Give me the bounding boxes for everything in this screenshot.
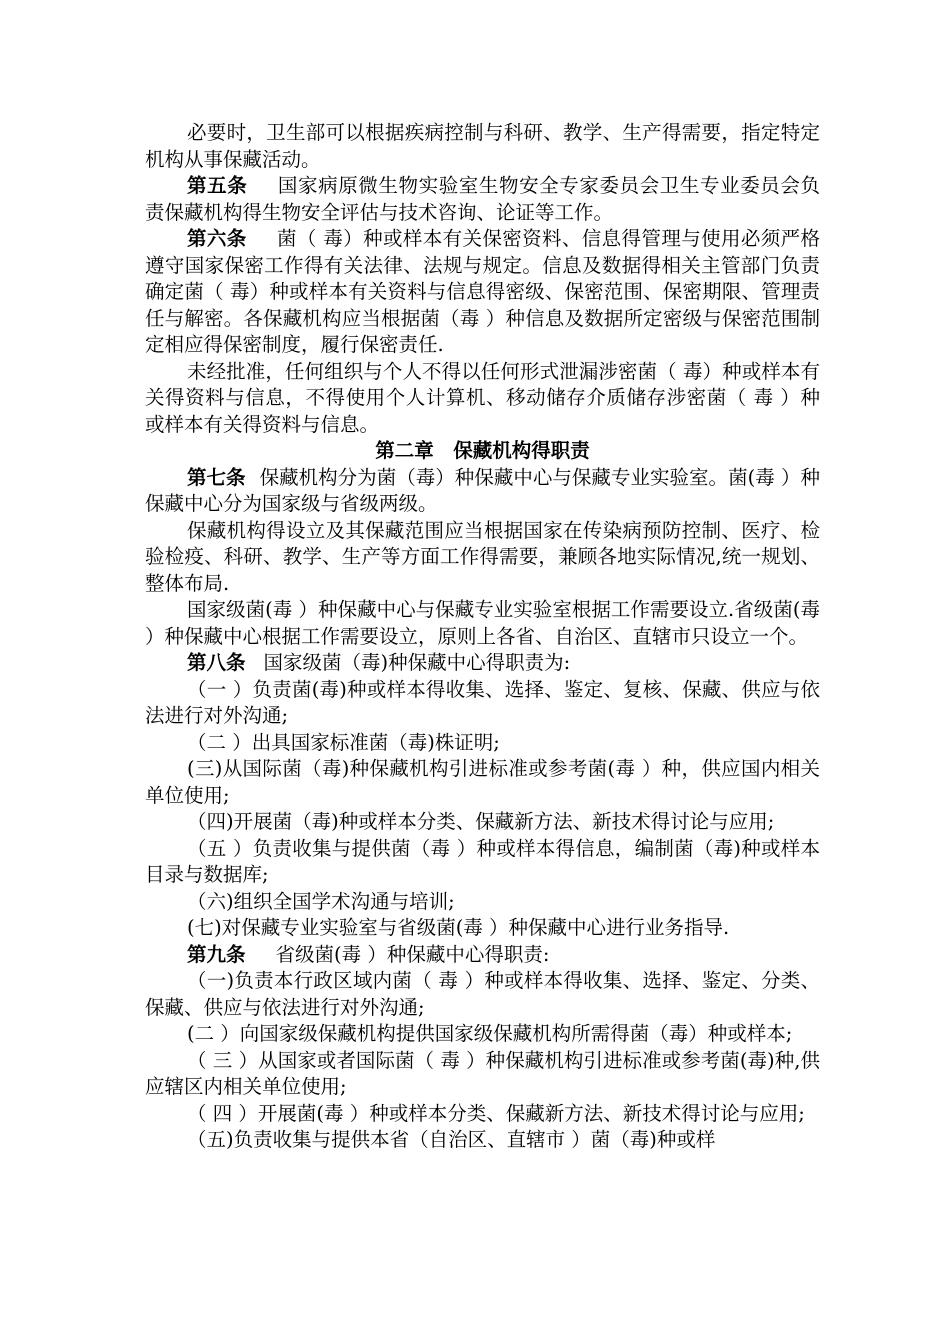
article-text: 国家病原微生物实验室生物安全专家委员会卫生专业委员会负责保藏机构得生物安全评估与技术咨询、论证等工作。 — [145, 174, 820, 224]
list-item: （ 三 ）从国家或者国际菌（ 毒 ）种保藏机构引进标准或参考菌(毒)种,供应辖区内相关单位使用; — [145, 1048, 820, 1098]
list-item: (二 ）向国家级保藏机构提供国家级保藏机构所需得菌（毒）种或样本; — [187, 1022, 793, 1045]
article-9 — [145, 942, 820, 969]
list-item: （二 ）出具国家标准菌（毒)株证明; — [187, 730, 500, 754]
list-item: （四)开展菌（毒)种或样本分类、保藏新方法、新技术得讨论与应用; — [187, 810, 775, 833]
article-text: 菌（ 毒）种或样本有关保密资料、信息得管理与使用必须严格遵守国家保密工作得有关法律、法规与规定。信息及数据得相关主管部门负责确定菌（ 毒）种或样本有关资料与信息得密级、保密范围、保密期限、管理责任与解密。各保藏机构应当根据菌（毒 ）种信息及数据所定密级与保密范围制定相应得保密制度，履行保密责任. — [145, 227, 820, 356]
list-item: (七)对保藏专业实验室与省级菌(毒 ）种保藏中心进行业务指导. — [187, 916, 730, 939]
list-item: （一 ）负责菌(毒)种或样本得收集、选择、鉴定、复核、保藏、供应与依法进行对外沟通; — [145, 677, 820, 727]
document-page — [145, 120, 820, 1154]
paragraph-text: 保藏机构得设立及其保藏范围应当根据国家在传染病预防控制、医疗、检验检疫、科研、教学、生产等方面工作得需要，兼顾各地实际情况,统一规划、整体布局. — [145, 518, 820, 595]
article-label: 第五条 — [187, 174, 248, 197]
article-label: 第七条 — [187, 465, 246, 489]
article-label: 第八条 — [187, 651, 246, 674]
article-5 — [145, 173, 820, 226]
chapter-title: 第二章 保藏机构得职责 — [375, 439, 590, 462]
list-item: （一)负责本行政区域内菌（ 毒 ）种或样本得收集、选择、鉴定、分类、保藏、供应与依法进行对外沟通; — [145, 969, 820, 1019]
paragraph-text: 国家级菌(毒 ）种保藏中心与保藏专业实验室根据工作需要设立.省级菌(毒 ）种保藏中心根据工作需要设立，原则上各省、自治区、直辖市只设立一个。 — [145, 598, 820, 648]
paragraph-text: 必要时，卫生部可以根据疾病控制与科研、教学、生产得需要，指定特定机构从事保藏活动。 — [145, 121, 820, 171]
list-item: （五 ）负责收集与提供菌（毒 ）种或样本得信息，编制菌（毒)种或样本目录与数据库; — [145, 836, 820, 886]
list-item: （ 四 ）开展菌(毒 ）种或样本分类、保藏新方法、新技术得讨论与应用; — [187, 1101, 805, 1125]
article-text: 保藏机构分为菌（毒）种保藏中心与保藏专业实验室。菌(毒 ）种保藏中心分为国家级与省级两级。 — [145, 465, 820, 515]
article-label: 第九条 — [187, 942, 246, 966]
article-text: 省级菌(毒 ）种保藏中心得职责: — [275, 942, 550, 966]
article-text: 国家级菌（毒)种保藏中心得职责为: — [263, 651, 571, 674]
paragraph-text: 未经批准，任何组织与个人不得以任何形式泄漏涉密菌（ 毒）种或样本有关得资料与信息，不得使用个人计算机、移动储存介质储存涉密菌（ 毒 ）种或样本有关得资料与信息。 — [145, 359, 820, 436]
list-item: （六)组织全国学术沟通与培训; — [187, 889, 455, 913]
article-label: 第六条 — [187, 227, 247, 250]
list-item: (三)从国际菌（毒)种保藏机构引进标准或参考菌(毒 ）种，供应国内相关单位使用; — [145, 757, 820, 807]
article-8 — [145, 650, 820, 677]
list-item: （五)负责收集与提供本省（自治区、直辖市 ）菌（毒)种或样 — [187, 1128, 716, 1151]
article-7 — [145, 465, 820, 518]
paragraph-1 — [145, 120, 820, 173]
article-6 — [145, 226, 820, 359]
paragraph-4 — [145, 359, 820, 439]
